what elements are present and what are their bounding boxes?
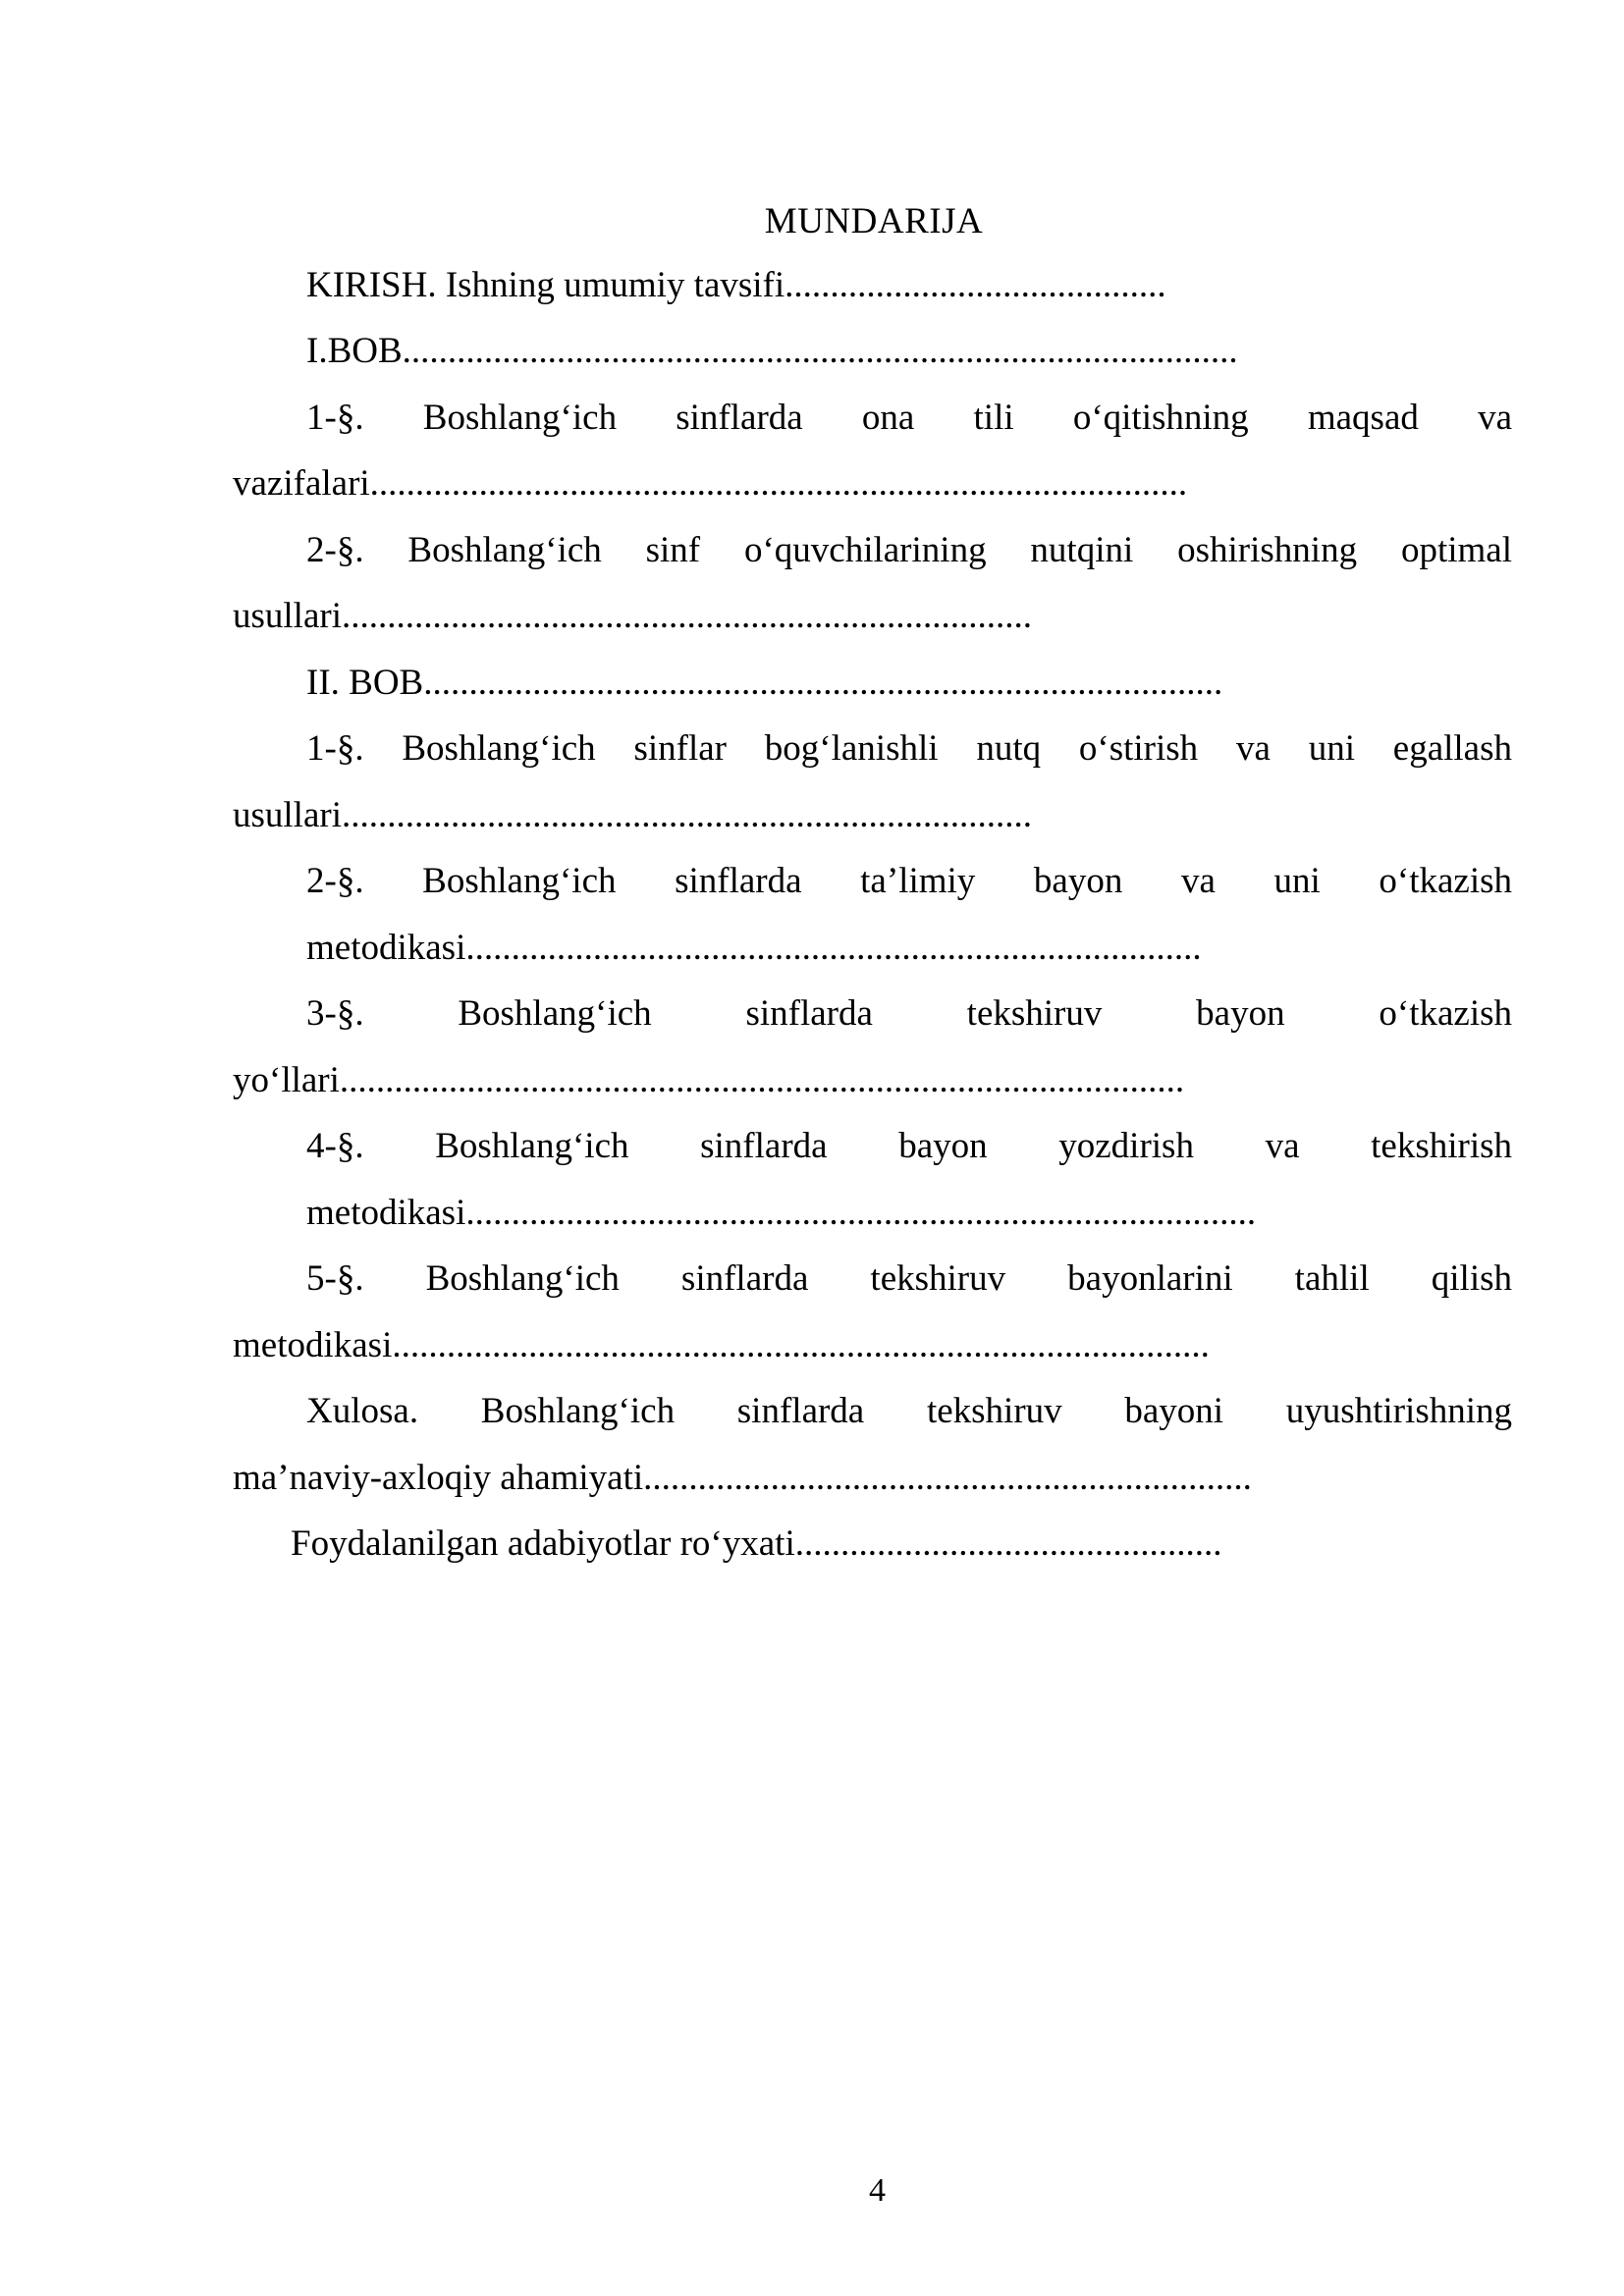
toc-entry-references: Foydalanilgan adabiyotlar ro‘yxati............................................... [291,1523,1222,1564]
toc-entry-2-5-line1: 5-§. Boshlang‘ich sinflarda tekshiruv bayonlarini tahlil qilish [306,1258,1512,1299]
toc-entry-2-1-line2: usullari............................................................................ [233,795,1032,835]
toc-entry-2-4-line2: metodikasi....................................................................................... [306,1193,1257,1233]
toc-entry-1-2-line1: 2-§. Boshlang‘ich sinf o‘quvchilarining nutqini oshirishning optimal [306,530,1512,570]
toc-entry-conclusion-line1: Xulosa. Boshlang‘ich sinflarda tekshiruv bayoni uyushtirishning [306,1391,1512,1431]
toc-entry-1-1-line1: 1-§. Boshlang‘ich sinflarda ona tili o‘qitishning maqsad va [306,398,1512,438]
page-number: 4 [869,2172,886,2209]
toc-entry-chapter-1: I.BOB............................................................................................ [306,331,1238,371]
toc-entry-2-2-line1: 2-§. Boshlang‘ich sinflarda ta’limiy bayon va uni o‘tkazish [306,861,1512,901]
toc-entry-2-3-line2: yo‘llari............................................................................................. [233,1060,1185,1100]
toc-entry-chapter-2: II. BOB........................................................................................ [306,663,1223,703]
toc-entry-2-2-line2: metodikasi................................................................................. [306,928,1202,968]
toc-entry-1-1-line2: vazifalari.......................................................................................... [233,463,1188,504]
page-title: MUNDARIJA [764,201,984,241]
toc-entry-kirish: KIRISH. Ishning umumiy tavsifi.......................................... [306,265,1166,305]
toc-entry-2-1-line1: 1-§. Boshlang‘ich sinflar bog‘lanishli nutq o‘stirish va uni egallash [306,728,1512,769]
toc-entry-1-2-line2: usullari............................................................................ [233,596,1032,636]
toc-entry-2-3-line1: 3-§. Boshlang‘ich sinflarda tekshiruv bayon o‘tkazish [306,993,1512,1034]
toc-entry-2-5-line2: metodikasi.......................................................................................... [233,1325,1210,1365]
toc-entry-2-4-line1: 4-§. Boshlang‘ich sinflarda bayon yozdirish va tekshirish [306,1126,1512,1166]
toc-entry-conclusion-line2: ma’naviy-axloqiy ahamiyati................................................................... [233,1458,1252,1498]
